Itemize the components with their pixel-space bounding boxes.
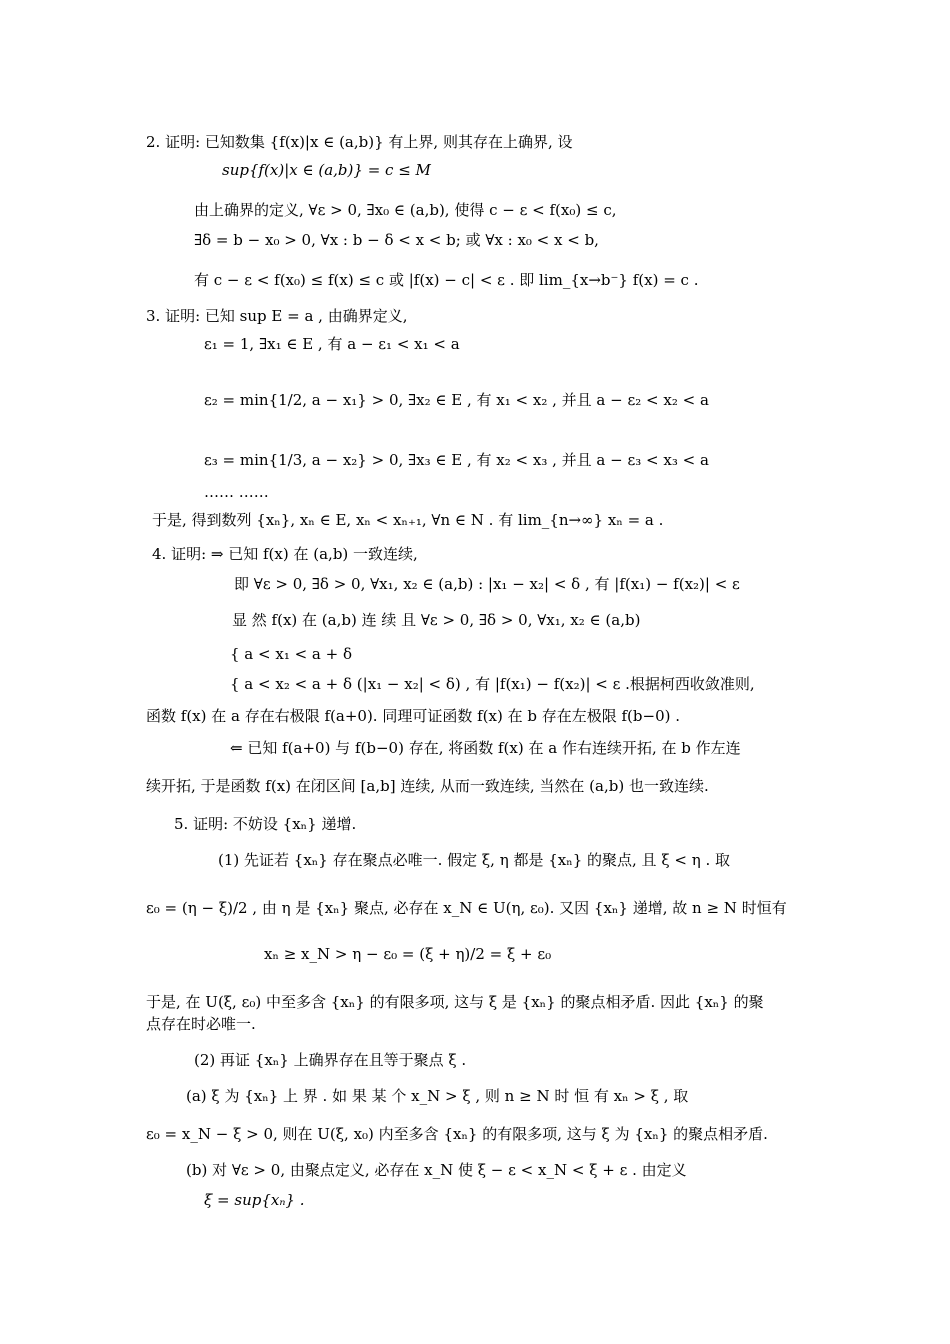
proof-4-line-5: { a < x₂ < a + δ (|x₁ − x₂| < δ) , 有 |f(x₁) − f(x₂)| < ε .根据柯西收敛准则,	[230, 675, 755, 693]
proof-4-line-7: ⇐ 已知 f(a+0) 与 f(b−0) 存在, 将函数 f(x) 在 a 作右连续开拓, 在 b 作左连	[230, 739, 741, 757]
proof-3-line-3: ε₂ = min{1/2, a − x₁} > 0, ∃x₂ ∈ E , 有 x₁ < x₂ , 并且 a − ε₂ < x₂ < a	[204, 391, 709, 409]
proof-2-line-5: 有 c − ε < f(x₀) ≤ f(x) ≤ c 或 |f(x) − c| < ε . 即 lim_{x→b⁻} f(x) = c .	[194, 271, 699, 289]
proof-3-line-1: 3. 证明: 已知 sup E = a , 由确界定义,	[146, 307, 408, 325]
proof-2-line-2: sup{f(x)|x ∈ (a,b)} = c ≤ M	[222, 161, 431, 179]
proof-5-line-2: (1) 先证若 {xₙ} 存在聚点必唯一. 假定 ξ, η 都是 {xₙ} 的聚点, 且 ξ < η . 取	[218, 851, 730, 869]
proof-3-line-2: ε₁ = 1, ∃x₁ ∈ E , 有 a − ε₁ < x₁ < a	[204, 335, 460, 353]
proof-5-line-5: 于是, 在 U(ξ, ε₀) 中至多含 {xₙ} 的有限多项, 这与 ξ 是 {xₙ} 的聚点相矛盾. 因此 {xₙ} 的聚	[146, 993, 764, 1011]
proof-4-line-3: 显 然 f(x) 在 (a,b) 连 续 且 ∀ε > 0, ∃δ > 0, ∀x₁, x₂ ∈ (a,b)	[232, 611, 641, 629]
proof-5-line-11: ξ = sup{xₙ} .	[204, 1191, 305, 1209]
proof-5-line-10: (b) 对 ∀ε > 0, 由聚点定义, 必存在 x_N 使 ξ − ε < x_N < ξ + ε . 由定义	[186, 1161, 687, 1179]
proof-3-line-6: 于是, 得到数列 {xₙ}, xₙ ∈ E, xₙ < xₙ₊₁, ∀n ∈ N . 有 lim_{n→∞} xₙ = a .	[152, 511, 664, 529]
proof-5-line-7: (2) 再证 {xₙ} 上确界存在且等于聚点 ξ .	[194, 1051, 467, 1069]
proof-4-line-2: 即 ∀ε > 0, ∃δ > 0, ∀x₁, x₂ ∈ (a,b) : |x₁ − x₂| < δ , 有 |f(x₁) − f(x₂)| < ε	[234, 575, 740, 593]
proof-3-line-4: ε₃ = min{1/3, a − x₂} > 0, ∃x₃ ∈ E , 有 x₂ < x₃ , 并且 a − ε₃ < x₃ < a	[204, 451, 709, 469]
proof-2-line-1: 2. 证明: 已知数集 {f(x)|x ∈ (a,b)} 有上界, 则其存在上确界, 设	[146, 133, 573, 151]
proof-5-line-3: ε₀ = (η − ξ)/2 , 由 η 是 {xₙ} 聚点, 必存在 x_N ∈ U(η, ε₀). 又因 {xₙ} 递增, 故 n ≥ N 时恒有	[146, 899, 787, 917]
proof-5-line-8: (a) ξ 为 {xₙ} 上 界 . 如 果 某 个 x_N > ξ , 则 n ≥ N 时 恒 有 xₙ > ξ , 取	[186, 1087, 689, 1105]
proof-2-line-4: ∃δ = b − x₀ > 0, ∀x : b − δ < x < b; 或 ∀x : x₀ < x < b,	[194, 231, 599, 249]
proof-2-line-3: 由上确界的定义, ∀ε > 0, ∃x₀ ∈ (a,b), 使得 c − ε < f(x₀) ≤ c,	[194, 201, 617, 219]
proof-5-line-1: 5. 证明: 不妨设 {xₙ} 递增.	[174, 815, 357, 833]
proof-4-line-6: 函数 f(x) 在 a 存在右极限 f(a+0). 同理可证函数 f(x) 在 b 存在左极限 f(b−0) .	[146, 707, 681, 725]
proof-4-line-4: { a < x₁ < a + δ	[230, 645, 353, 663]
proof-4-line-1: 4. 证明: ⇒ 已知 f(x) 在 (a,b) 一致连续,	[152, 545, 418, 563]
proof-5-line-4: xₙ ≥ x_N > η − ε₀ = (ξ + η)/2 = ξ + ε₀	[264, 945, 552, 963]
proof-5-line-6: 点存在时必唯一.	[146, 1015, 256, 1033]
proof-5-line-9: ε₀ = x_N − ξ > 0, 则在 U(ξ, x₀) 内至多含 {xₙ} 的有限多项, 这与 ξ 为 {xₙ} 的聚点相矛盾.	[146, 1125, 768, 1143]
proof-4-line-8: 续开拓, 于是函数 f(x) 在闭区间 [a,b] 连续, 从而一致连续, 当然在 (a,b) 也一致连续.	[146, 777, 709, 795]
proof-3-line-5: …… ……	[204, 483, 269, 501]
